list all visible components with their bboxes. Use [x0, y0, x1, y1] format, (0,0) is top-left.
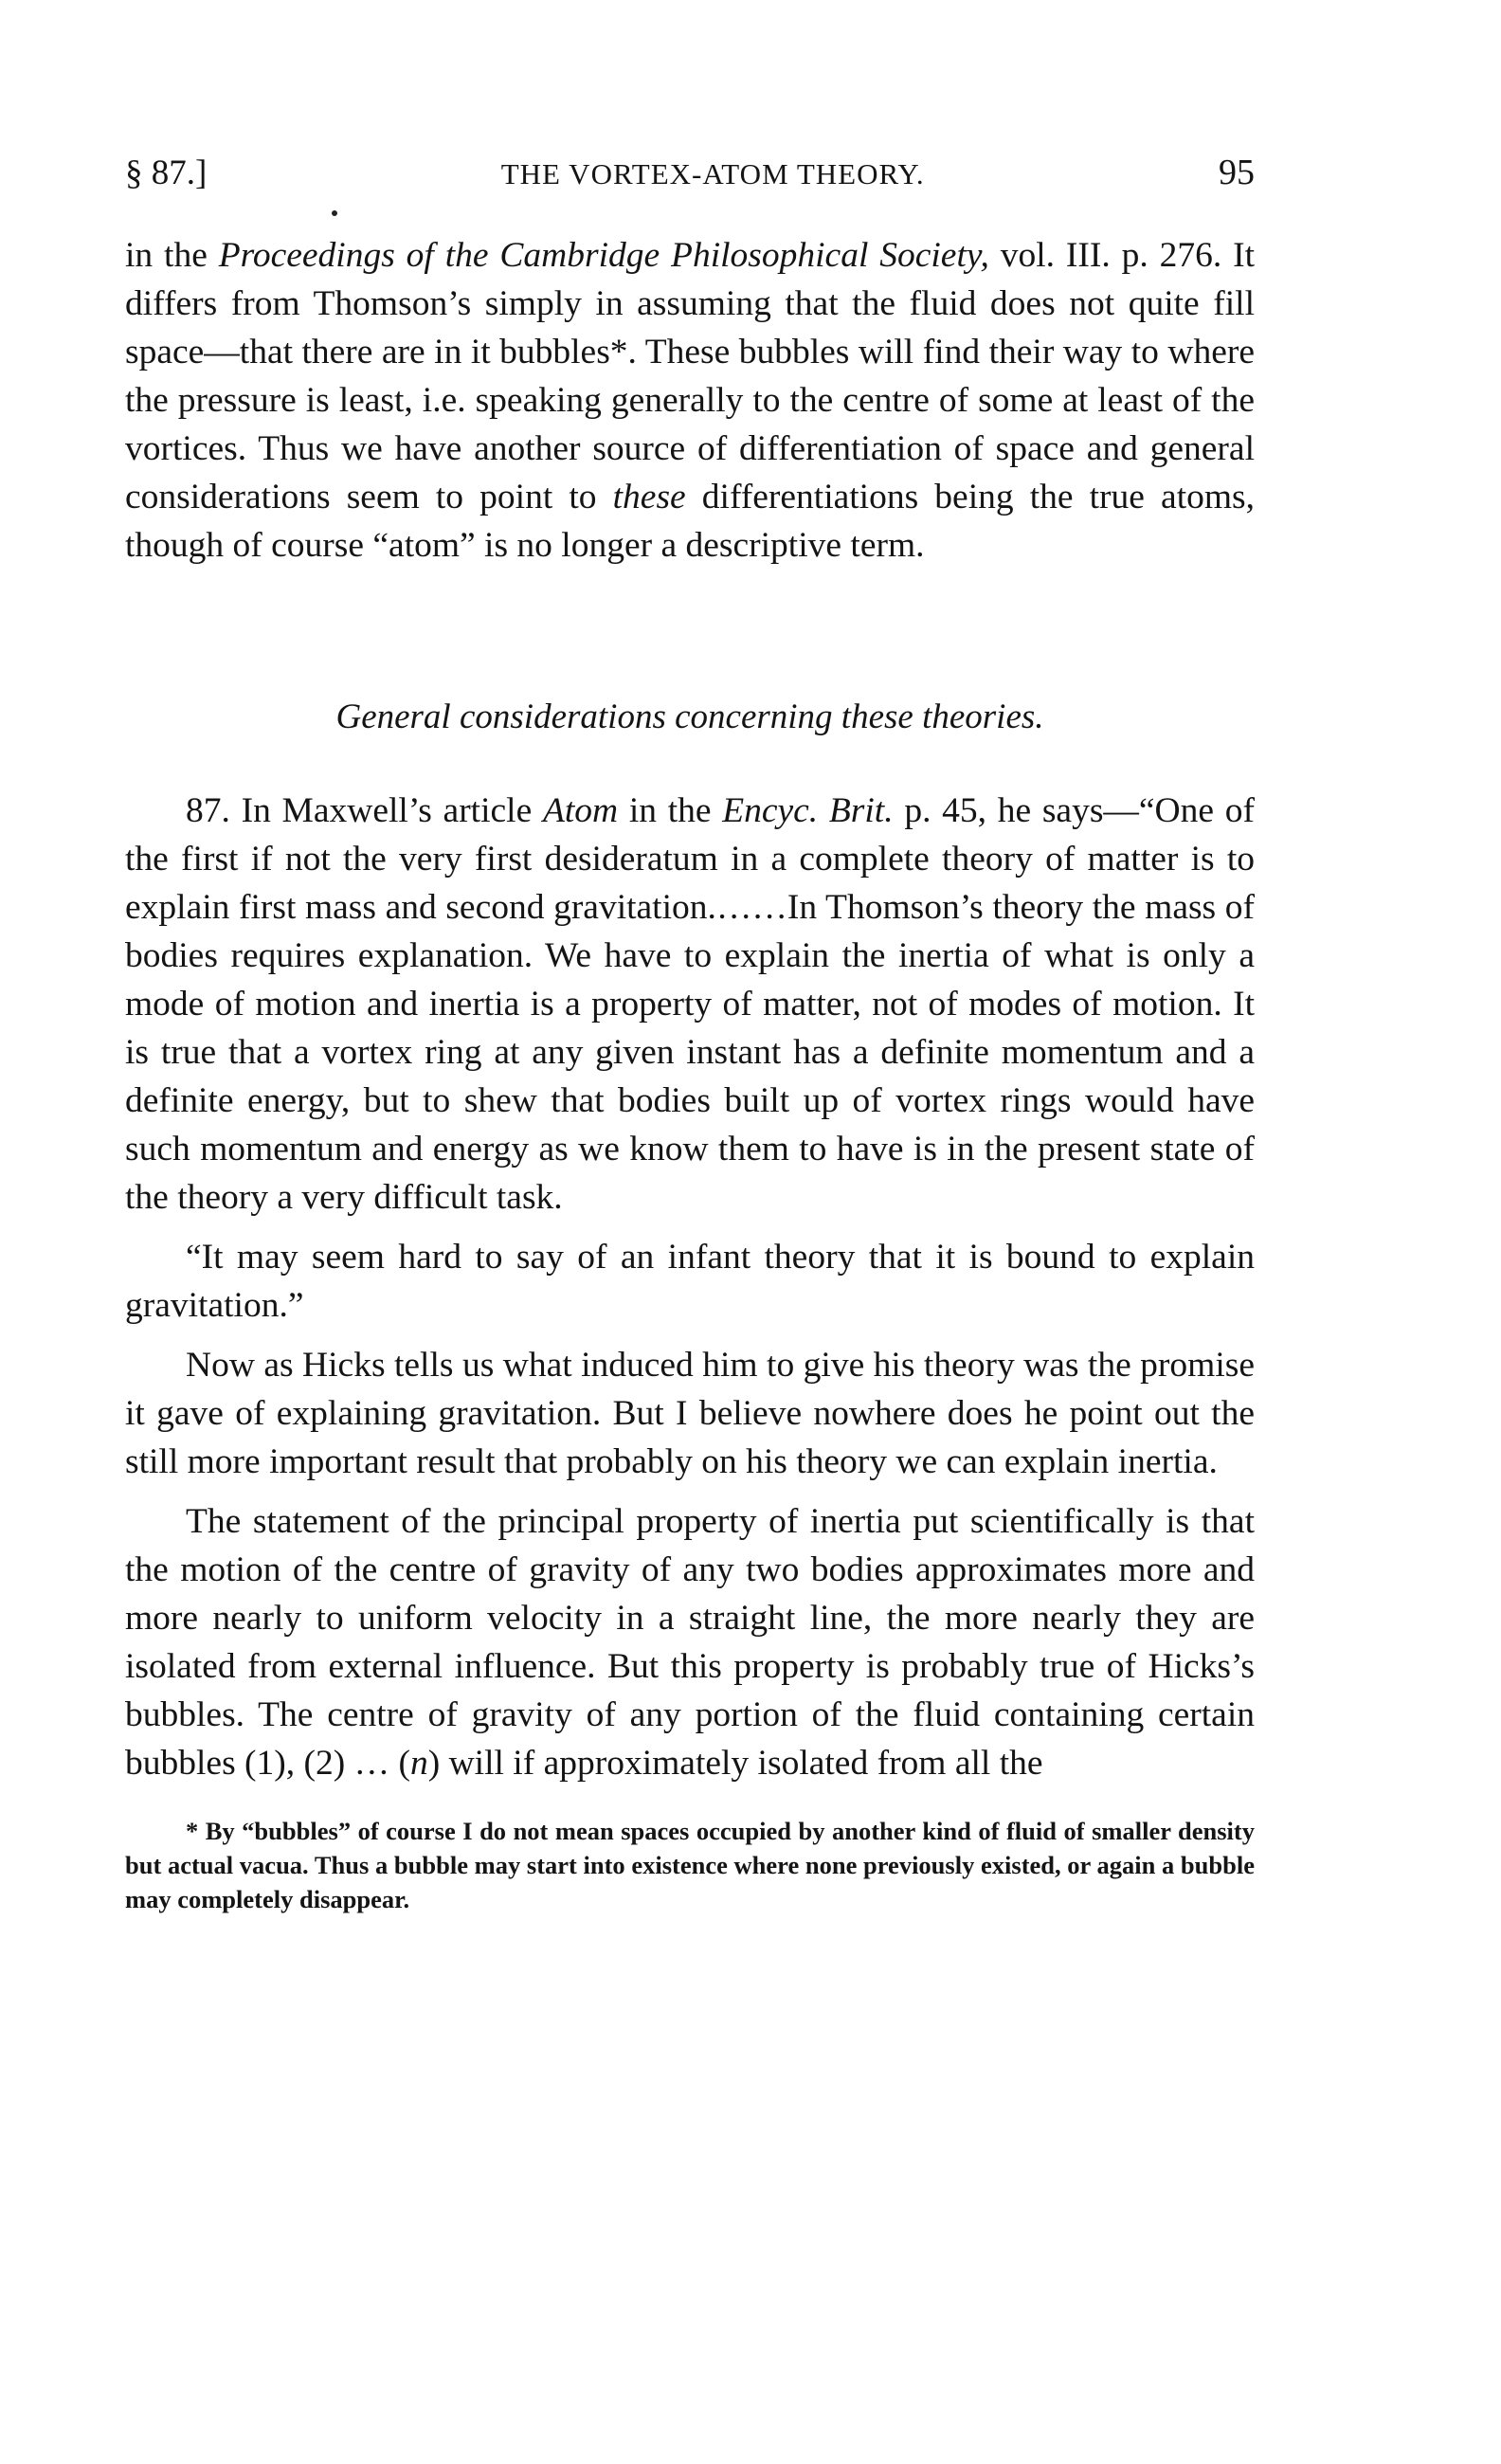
article-title: Atom	[542, 791, 619, 830]
page-number: 95	[1218, 153, 1255, 192]
footnote: * By “bubbles” of course I do not mean spaces occupied by another kind of fluid of smaller density but actual vacua. Thus a bubble may start into existence where none previously existed, or again a bubble may completely disappear.	[125, 1817, 1255, 1913]
journal-title: Proceedings of the Cambridge Philosophical Society,	[218, 236, 989, 275]
text-run: ) will if approximately isolated from all the	[427, 1744, 1043, 1783]
paragraph-continuation	[125, 231, 1255, 570]
text-run: differentiations being the true atoms, though of course “atom” is no longer a descriptive term.	[125, 478, 1255, 565]
running-title: THE VORTEX-ATOM THEORY.	[500, 157, 925, 190]
print-speck	[332, 210, 337, 216]
running-header	[125, 152, 1255, 208]
text-run: The statement of the principal property of inertia put scientifically is that the motion of the centre of gravity of any two bodies approximates more and more nearly to uniform velocity in a straight line, the more nearly they are isolated from external influence. But this property is probably true of Hicks’s bubbles. The centre of gravity of any portion of the fluid containing certain bubbles (1), (2) … (	[125, 1502, 1255, 1783]
book-page	[125, 152, 1255, 1916]
text-run: in the	[618, 791, 723, 830]
body-text	[125, 231, 1255, 1787]
variable-n: n	[409, 1744, 428, 1783]
paragraph-quote: “It may seem hard to say of an infant theory that it is bound to explain gravitation.”	[125, 1238, 1255, 1325]
text-run: 87. In Maxwell’s article	[186, 791, 543, 830]
paragraph-hicks: Now as Hicks tells us what induced him to give his theory was the promise it gave of explaining gravitation. But I believe nowhere does he point out the still more important result that probably on his theory we can explain inertia.	[125, 1346, 1255, 1481]
paragraph-87	[125, 787, 1255, 1222]
text-run: in the	[125, 236, 219, 275]
paragraph-inertia	[125, 1497, 1255, 1787]
text-run: p. 45, he says—“One of the first if not the very first desideratum in a complete theory of matter is to explain first mass and second gravitation.……In Thomson’s theory the mass of bodies requires explanation. We have to explain the inertia of what is only a mode of motion and inertia is a property of matter, not of modes of motion. It is true that a vortex ring at any given instant has a definite momentum and a definite energy, but to shew that bodies built up of vortex rings would have such momentum and energy as we know them to have is in the present state of the theory a very difficult task.	[125, 791, 1255, 1217]
section-marker: § 87.]	[125, 154, 208, 192]
section-heading: General considerations concerning these theories.	[335, 698, 1044, 736]
emphasis: these	[612, 478, 686, 516]
text-run: vol. III. p. 276. It differs from Thomson’s simply in assuming that the fluid does not quite fill space—that there are in it bubbles*. These bubbles will find their way to where the pressure is least, i.e. speaking generally to the centre of some at least of the vortices. Thus we have another source of differentiation of space and general considerations seem to point to	[125, 236, 1256, 516]
work-title: Encyc. Brit.	[722, 791, 894, 830]
